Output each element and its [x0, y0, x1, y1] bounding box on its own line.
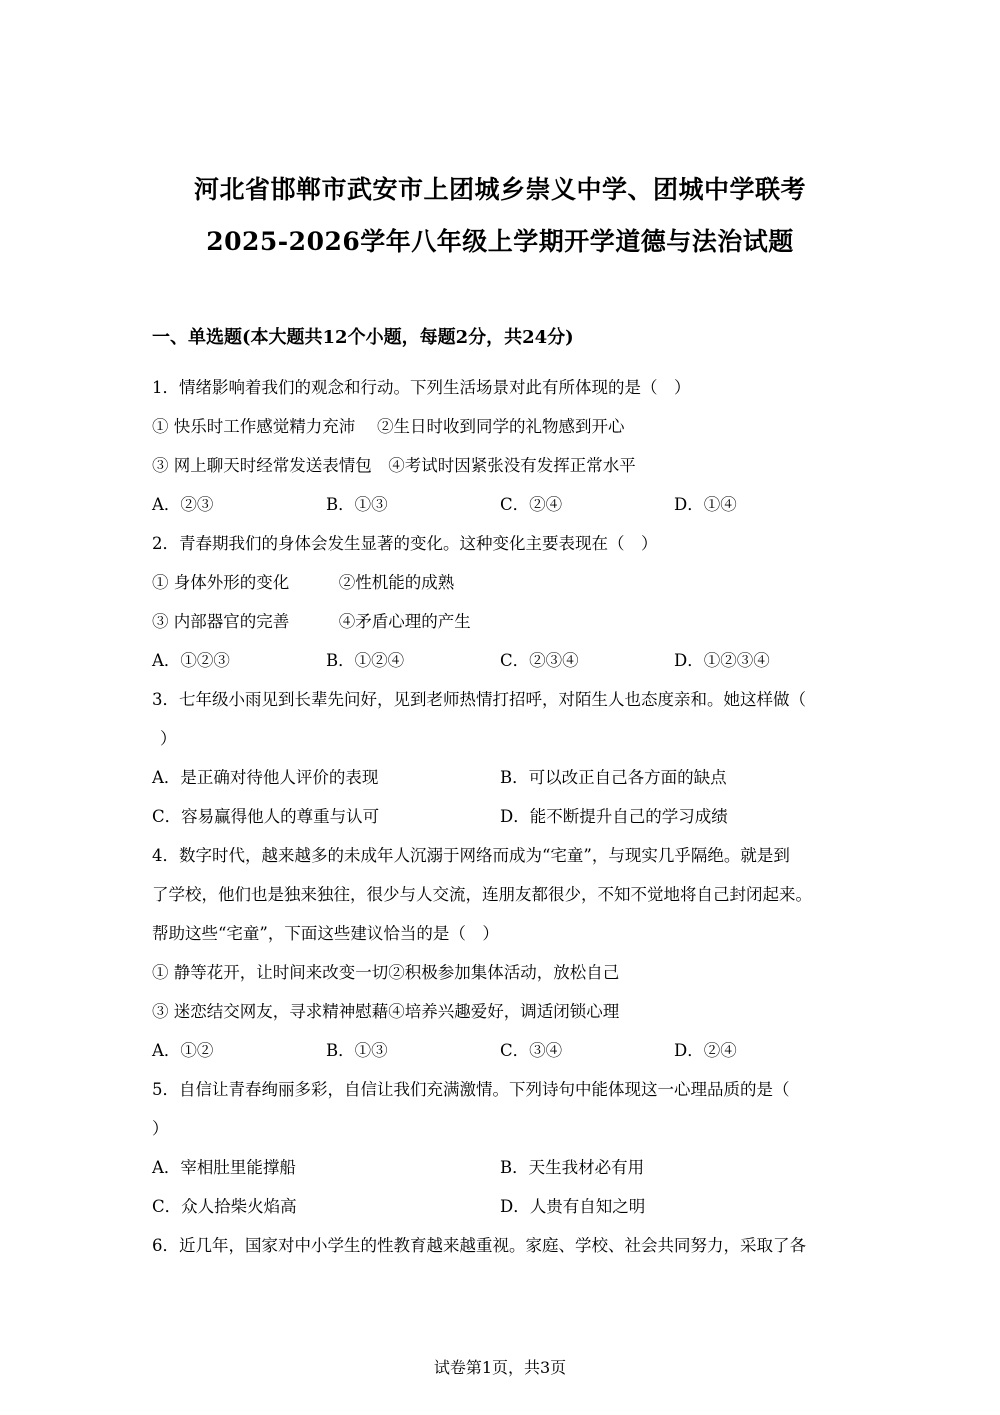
question-5-option-a: A．宰相肚里能撑船 [152, 1158, 296, 1177]
question-3-option-c: C．容易赢得他人的尊重与认可 [152, 807, 380, 826]
question-2-option-c: C．②③④ [500, 651, 579, 670]
question-4-option-b: B．①③ [326, 1041, 388, 1060]
question-2-statement-2: ③ 内部器官的完善 ④矛盾心理的产生 [152, 612, 471, 631]
question-3-stem-line-2: ） [160, 729, 177, 748]
question-2-option-b: B．①②④ [326, 651, 405, 670]
question-1-option-a: A．②③ [152, 495, 214, 514]
exam-title-line2: 2025-2026学年八年级上学期开学道德与法治试题 [206, 227, 794, 256]
question-1-option-b: B．①③ [326, 495, 388, 514]
question-2-stem: 2．青春期我们的身体会发生显著的变化。这种变化主要表现在（ ） [152, 534, 658, 553]
question-3-option-b: B．可以改正自己各方面的缺点 [500, 768, 727, 787]
question-5-stem-line-1: 5．自信让青春绚丽多彩，自信让我们充满激情。下列诗句中能体现这一心理品质的是（ [152, 1080, 790, 1099]
question-4-statement-2: ③ 迷恋结交网友，寻求精神慰藉④培养兴趣爱好，调适闭锁心理 [152, 1002, 620, 1021]
question-1-option-d: D．①④ [674, 495, 737, 514]
question-1-option-c: C．②④ [500, 495, 563, 514]
question-5-option-c: C．众人拾柴火焰高 [152, 1197, 297, 1216]
question-2-option-a: A．①②③ [152, 651, 230, 670]
question-4-option-d: D．②④ [674, 1041, 737, 1060]
question-4-stem-line-2: 了学校，他们也是独来独往，很少与人交流，连朋友都很少，不知不觉地将自己封闭起来。 [152, 885, 812, 904]
question-4-option-c: C．③④ [500, 1041, 563, 1060]
page-footer: 试卷第1页，共3页 [433, 1358, 567, 1377]
question-6-stem-line-1: 6．近几年，国家对中小学生的性教育越来越重视。家庭、学校、社会共同努力，采取了各 [152, 1236, 806, 1255]
exam-title-line1: 河北省邯郸市武安市上团城乡崇义中学、团城中学联考 [193, 175, 806, 204]
question-4-stem-line-3: 帮助这些“宅童”，下面这些建议恰当的是（ ） [152, 924, 499, 943]
question-5-option-d: D．人贵有自知之明 [500, 1197, 646, 1216]
question-3-option-d: D．能不断提升自己的学习成绩 [500, 807, 728, 826]
section-heading: 一、单选题(本大题共12个小题，每题2分，共24分) [152, 327, 574, 348]
question-3-stem-line-1: 3．七年级小雨见到长辈先问好，见到老师热情打招呼，对陌生人也态度亲和。她这样做（ [152, 690, 806, 709]
question-2-option-d: D．①②③④ [674, 651, 770, 670]
question-4-statement-1: ① 静等花开，让时间来改变一切②积极参加集体活动，放松自己 [152, 963, 620, 982]
question-3-option-a: A．是正确对待他人评价的表现 [152, 768, 379, 787]
question-4-stem-line-1: 4．数字时代，越来越多的未成年人沉溺于网络而成为“宅童”，与现实几乎隔绝。就是到 [152, 846, 790, 865]
question-4-option-a: A．①② [152, 1041, 214, 1060]
question-1-statement-1: ① 快乐时工作感觉精力充沛 ②生日时收到同学的礼物感到开心 [152, 417, 625, 436]
question-2-statement-1: ① 身体外形的变化 ②性机能的成熟 [152, 573, 455, 592]
question-5-stem-line-2: ） [152, 1119, 169, 1138]
question-5-option-b: B．天生我材必有用 [500, 1158, 645, 1177]
question-1-statement-2: ③ 网上聊天时经常发送表情包 ④考试时因紧张没有发挥正常水平 [152, 456, 636, 475]
question-1-stem: 1．情绪影响着我们的观念和行动。下列生活场景对此有所体现的是（ ） [152, 378, 691, 397]
